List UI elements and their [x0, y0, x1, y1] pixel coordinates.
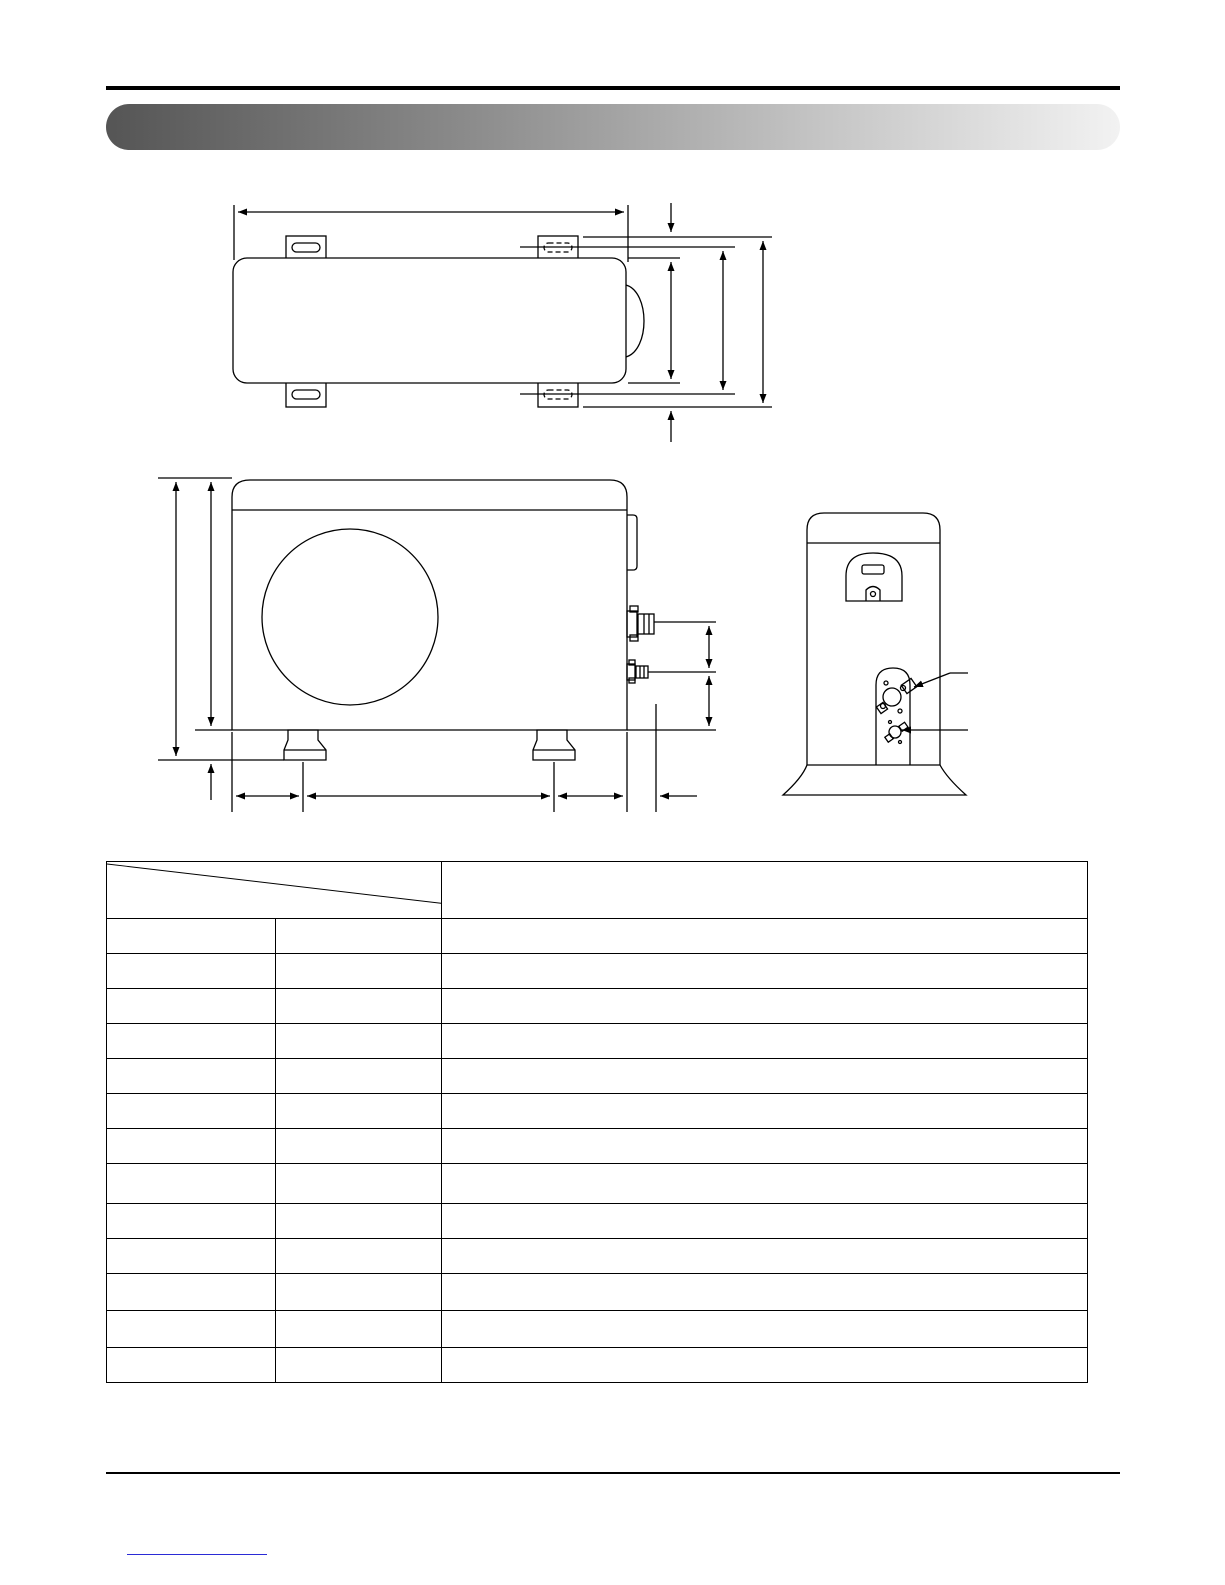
row-label: [107, 1204, 276, 1239]
row-label: [107, 1274, 276, 1311]
row-symbol: [276, 1024, 442, 1059]
row-symbol: [276, 1059, 442, 1094]
row-label: [107, 989, 276, 1024]
row-value: [442, 1311, 1088, 1348]
front-valve-lower: [627, 660, 648, 683]
row-value: [442, 1024, 1088, 1059]
side-body: [807, 513, 940, 765]
value-header: [442, 862, 1088, 919]
bottom-rule: [106, 1472, 1120, 1474]
row-label: [107, 1348, 276, 1383]
table-row: [107, 1311, 1088, 1348]
row-value: [442, 1164, 1088, 1204]
row-value: [442, 1129, 1088, 1164]
side-view: [783, 513, 968, 795]
row-value: [442, 954, 1088, 989]
row-value: [442, 919, 1088, 954]
row-value: [442, 1094, 1088, 1129]
row-label: [107, 1059, 276, 1094]
front-foot-right: [533, 730, 575, 760]
spec-table: [106, 861, 1088, 1383]
row-symbol: [276, 1311, 442, 1348]
table-corner-cell: [107, 862, 442, 919]
front-view: [158, 478, 716, 812]
table-row: [107, 1059, 1088, 1094]
row-label: [107, 1311, 276, 1348]
table-row: [107, 1348, 1088, 1383]
front-body: [232, 480, 627, 730]
table-row: [107, 1204, 1088, 1239]
row-label: [107, 1239, 276, 1274]
row-value: [442, 1059, 1088, 1094]
front-foot-left: [284, 730, 326, 760]
row-value: [442, 1204, 1088, 1239]
page-link[interactable]: [127, 1554, 267, 1555]
row-symbol: [276, 954, 442, 989]
top-view: [233, 203, 772, 442]
row-symbol: [276, 1164, 442, 1204]
row-value: [442, 1348, 1088, 1383]
row-label: [107, 1024, 276, 1059]
table-row: [107, 919, 1088, 954]
table-row: [107, 1129, 1088, 1164]
row-label: [107, 1094, 276, 1129]
table-row: [107, 1239, 1088, 1274]
row-symbol: [276, 1129, 442, 1164]
row-value: [442, 1239, 1088, 1274]
table-row: [107, 1274, 1088, 1311]
row-symbol: [276, 919, 442, 954]
row-symbol: [276, 1204, 442, 1239]
row-label: [107, 1164, 276, 1204]
table-row: [107, 1164, 1088, 1204]
side-base: [783, 765, 966, 795]
row-symbol: [276, 1348, 442, 1383]
table-row: [107, 954, 1088, 989]
row-symbol: [276, 1094, 442, 1129]
row-value: [442, 1274, 1088, 1311]
table-row: [107, 1024, 1088, 1059]
table-row: [107, 989, 1088, 1024]
row-label: [107, 954, 276, 989]
table-header-row: [107, 862, 1088, 919]
row-symbol: [276, 989, 442, 1024]
table-row: [107, 1094, 1088, 1129]
row-label: [107, 919, 276, 954]
top-body: [233, 258, 626, 383]
front-valve-upper: [627, 606, 654, 641]
row-value: [442, 989, 1088, 1024]
row-symbol: [276, 1239, 442, 1274]
row-label: [107, 1129, 276, 1164]
row-symbol: [276, 1274, 442, 1311]
